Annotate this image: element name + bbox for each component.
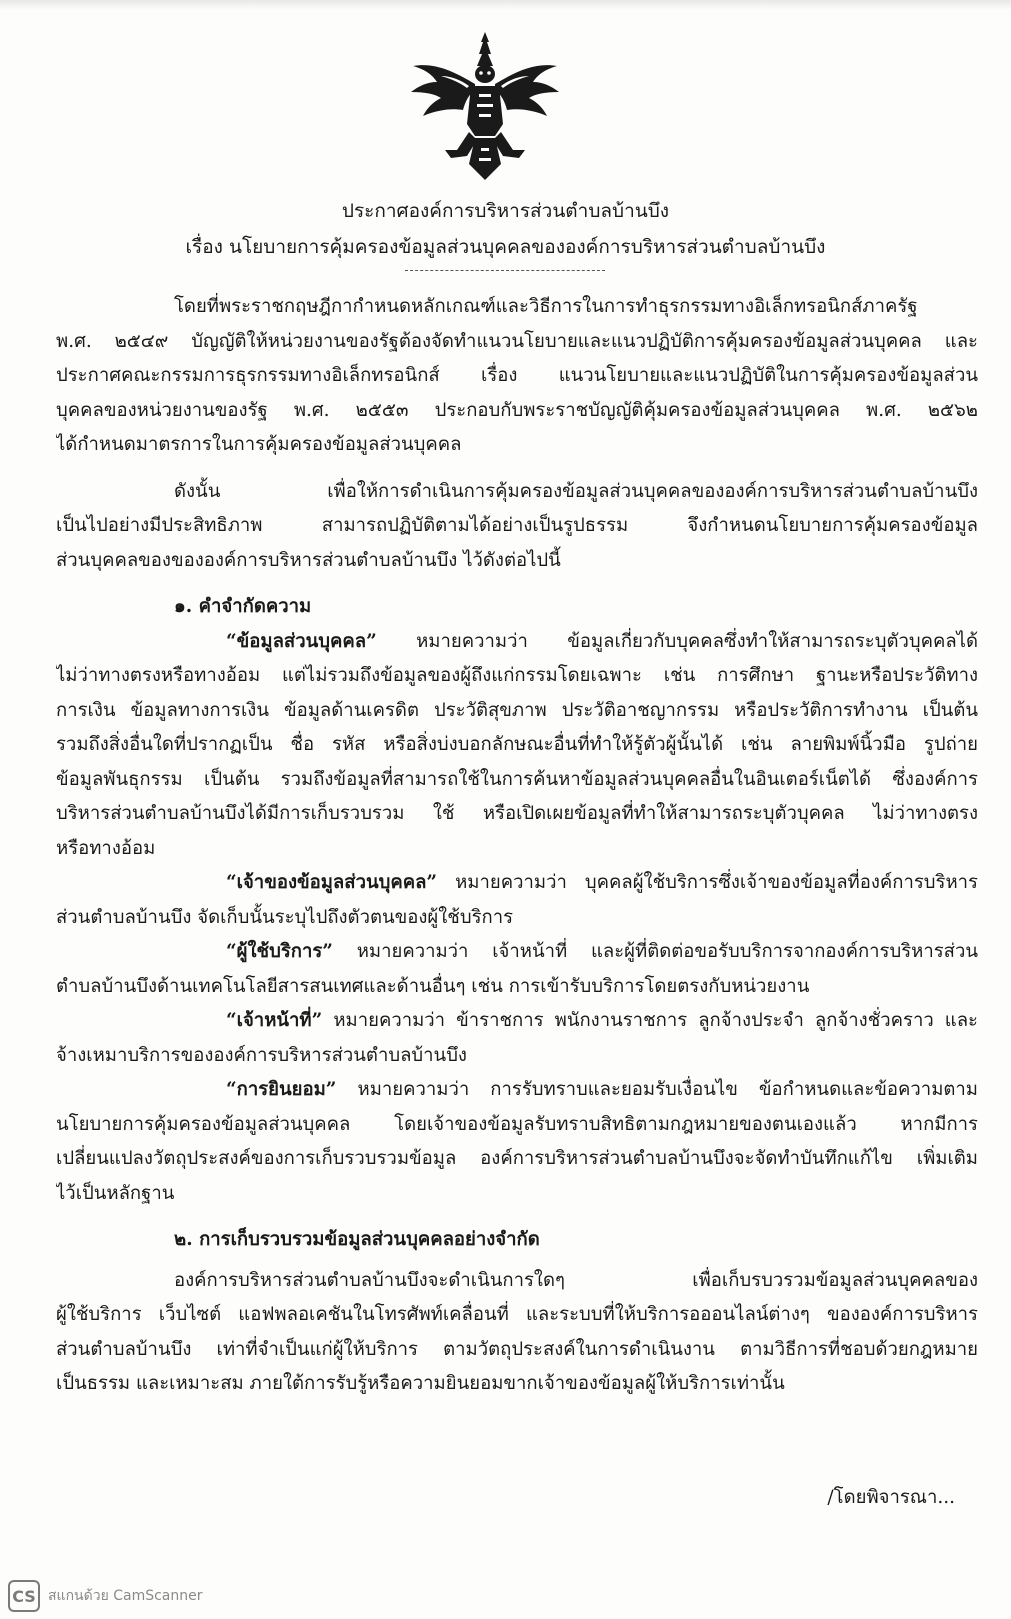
preamble-line: พ.ศ. ๒๕๔๙ บัญญัติให้หน่วยงานของรัฐต้องจัดทำแนวนโยบายและแนวปฏิบัติการคุ้มครองข้อมูลส่วนบุคคล และ [56, 330, 978, 352]
intro-line: ดังนั้น เพื่อให้การดำเนินการคุ้มครองข้อมูลส่วนบุคคลขององค์การบริหารส่วนตำบลบ้านบึง [174, 480, 978, 502]
definition-term: “เจ้าของข้อมูลส่วนบุคคล” [226, 872, 438, 893]
definition-first-line [56, 1004, 978, 1039]
definition-line: นโยบายการคุ้มครองข้อมูลส่วนบุคคล โดยเจ้าของข้อมูลรับทราบสิทธิตามกฎหมายของตนเองแล้ว หากมีการ [56, 1113, 978, 1135]
definition-text: หมายความว่า ข้อมูลเกี่ยวกับบุคคลซึ่งทำให้สามารถระบุตัวบุคคลได้ [376, 630, 978, 652]
intro-line: ส่วนบุคคลของขององค์การบริหารส่วนตำบลบ้านบึง ไว้ดังต่อไปนี้ [56, 549, 561, 571]
intro-paragraph [56, 475, 978, 579]
watermark-text: สแกนด้วย CamScanner [48, 1588, 203, 1604]
definition-line: เปลี่ยนแปลงวัตถุประสงค์ของการเก็บรวบรวมข้อมูล องค์การบริหารส่วนตำบลบ้านบึงจะจัดทำบันทึกแก้ไข เพิ่มเติม [56, 1148, 978, 1169]
preamble-line: ได้กำหนดมาตรการในการคุ้มครองข้อมูลส่วนบุคคล [56, 434, 462, 455]
definition-line: รวมถึงสิ่งอื่นใดที่ปรากฏเป็น ชื่อ รหัส หรือสิ่งบ่งบอกลักษณะอื่นที่ทำให้รู้ตัวผู้นั้นได้ เช่น ลายพิมพ์นิ้วมือ รูปถ่าย [56, 734, 978, 755]
definition-line: ข้อมูลพันธุกรรม เป็นต้น รวมถึงข้อมูลที่สามารถใช้ในการค้นหาข้อมูลส่วนบุคคลอื่นในอินเตอร์เน็ตได้ ซึ่งองค์การ [56, 768, 978, 790]
definition-line: จ้างเหมาบริการขององค์การบริหารส่วนตำบลบ้านบึง [56, 1044, 467, 1066]
section-2-line: องค์การบริหารส่วนตำบลบ้านบึงจะดำเนินการใดๆ เพื่อเก็บรบวรวมข้อมูลส่วนบุคคลของ [174, 1269, 978, 1291]
definition-line: ส่วนตำบลบ้านบึง จัดเก็บนั้นระบุไปถึงตัวตนของผู้ใช้บริการ [56, 906, 514, 928]
definition-text: หมายความว่า เจ้าหน้าที่ และผู้ที่ติดต่อขอรับบริการจากองค์การบริหารส่วน [332, 941, 978, 962]
section-2-title: ๒. การเก็บรวบรวมข้อมูลส่วนบุคคลอย่างจำกัด [174, 1229, 540, 1250]
scan-edge [0, 0, 1011, 10]
garuda-emblem-icon [405, 32, 565, 182]
definition-line: ตำบลบ้านบึงด้านเทคโนโลยีสารสนเทศและด้านอื่นๆ เช่น การเข้ารับบริการโดยตรงกับหน่วยงาน [56, 975, 810, 997]
definition-line: การเงิน ข้อมูลทางการเงิน ข้อมูลด้านเครดิต ประวัติสุขภาพ ประวัติอาชญากรรม หรือประวัติการทำงาน เป็นต้น [56, 699, 978, 721]
definition-term: “การยินยอม” [226, 1079, 337, 1100]
definition-consent [56, 1073, 978, 1211]
definition-term: “ผู้ใช้บริการ” [226, 941, 333, 962]
definition-data-owner [56, 866, 978, 935]
preamble-line: โดยที่พระราชกฤษฎีกากำหนดหลักเกณฑ์และวิธีการในการทำธุรกรรมทางอิเล็กทรอนิกส์ภาครัฐ [174, 296, 918, 317]
section-2-paragraph [56, 1264, 978, 1402]
intro-line: เป็นไปอย่างมีประสิทธิภาพ สามารถปฏิบัติตามได้อย่างเป็นรูปธรรม จึงกำหนดนโยบายการคุ้มครองข้อมูล [56, 515, 978, 536]
definition-line: หรือทางอ้อม [56, 837, 156, 859]
definition-first-line [56, 935, 978, 970]
definition-line: บริหารส่วนตำบลบ้านบึงได้มีการเก็บรวบรวม ใช้ หรือเปิดเผยข้อมูลที่ทำให้สามารถระบุตัวบุคคล ไม่ว่าทางตรง [56, 803, 978, 824]
document-body [56, 290, 978, 1402]
definition-line: ไว้เป็นหลักฐาน [56, 1182, 175, 1204]
definition-text: หมายความว่า บุคคลผู้ใช้บริการซึ่งเจ้าของข้อมูลที่องค์การบริหาร [437, 872, 978, 893]
camscanner-watermark [8, 1580, 203, 1612]
definition-service-user [56, 935, 978, 1004]
preamble-line: ประกาศคณะกรรมการธุรกรรมทางอิเล็กทรอนิกส์ เรื่อง แนวนโยบายและแนวปฏิบัติในการคุ้มครองข้อมูลส่วน [56, 365, 978, 386]
definition-text: หมายความว่า การรับทราบและยอมรับเงื่อนไข ข้อกำหนดและข้อความตาม [336, 1079, 978, 1100]
preamble-paragraph [56, 290, 978, 463]
document-title: ประกาศองค์การบริหารส่วนตำบลบ้านบึง [341, 200, 670, 222]
definition-first-line [56, 1073, 978, 1108]
camscanner-logo-icon: CS [8, 1580, 40, 1612]
continued-marker: /โดยพิจารณา... [827, 1487, 955, 1508]
definition-personal-data [56, 625, 978, 867]
definition-first-line [56, 625, 978, 660]
definition-term: “ข้อมูลส่วนบุคคล” [226, 630, 377, 652]
definition-officer [56, 1004, 978, 1073]
section-2-line: เป็นธรรม และเหมาะสม ภายใต้การรับรู้หรือความยินยอมขากเจ้าของข้อมูลผู้ให้บริการเท่านั้น [56, 1373, 785, 1394]
title-divider [405, 270, 605, 271]
preamble-line: บุคคลของหน่วยงานของรัฐ พ.ศ. ๒๕๕๓ ประกอบกับพระราชบัญญัติคุ้มครองข้อมูลส่วนบุคคล พ.ศ. ๒๕๖๒ [56, 399, 978, 421]
definition-text: หมายความว่า ข้าราชการ พนักงานราชการ ลูกจ้างประจำ ลูกจ้างชั่วคราว และ [322, 1010, 978, 1031]
section-1-title: ๑. คำจำกัดความ [174, 596, 312, 617]
section-2-line: ผู้ใช้บริการ เว็บไซต์ แอฟพลอเคชันในโทรศัพท์เคลื่อนที่ และระบบที่ให้บริการอออนไลน์ต่างๆ ขององค์การบริหาร [56, 1304, 978, 1325]
definition-term: “เจ้าหน้าที่” [226, 1010, 323, 1031]
definition-line: ไม่ว่าทางตรงหรือทางอ้อม แต่ไม่รวมถึงข้อมูลของผู้ถึงแก่กรรมโดยเฉพาะ เช่น การศึกษา ฐานะหรือประวัติทาง [56, 665, 978, 686]
section-2-line: ส่วนตำบลบ้านบึง เท่าที่จำเป็นแก่ผู้ให้บริการ ตามวัตถุประสงค์ในการดำเนินงาน ตามวิธีการที่ชอบด้วยกฎหมาย [56, 1338, 978, 1360]
definition-first-line [56, 866, 978, 901]
document-subject: เรื่อง นโยบายการคุ้มครองข้อมูลส่วนบุคคลขององค์การบริหารส่วนตำบลบ้านบึง [185, 236, 826, 258]
